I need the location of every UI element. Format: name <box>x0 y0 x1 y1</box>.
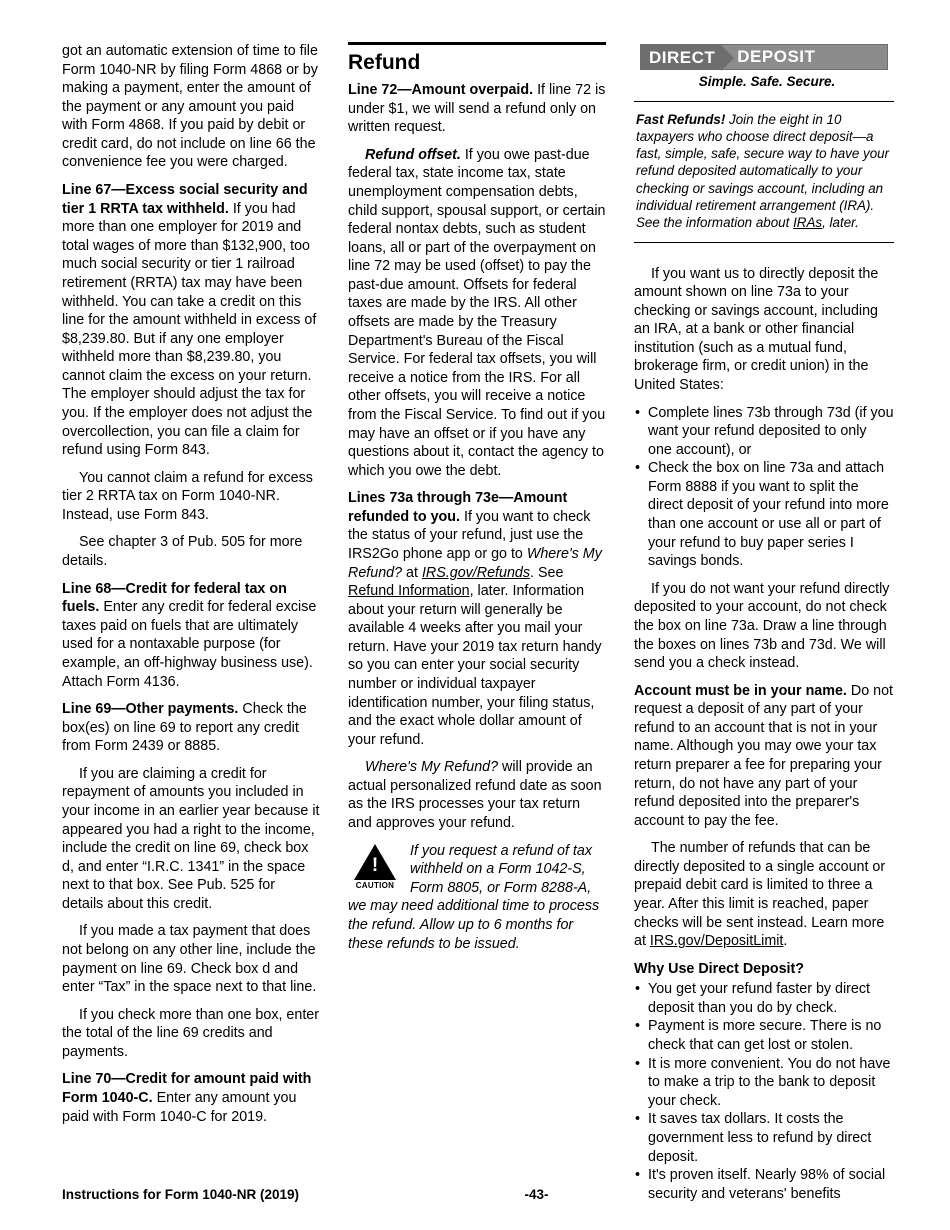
paragraph-do-not-want-deposit: If you do not want your refund directly deposited to your account, do not check the box on line 73a. Draw a line through the boxes on lines 73b and 73d. We will send you a check instead. <box>634 580 890 672</box>
direct-deposit-right-label: DEPOSIT <box>734 45 887 69</box>
direct-deposit-left-label: DIRECT <box>641 45 721 69</box>
direct-deposit-banner <box>634 44 894 91</box>
refund-offset-body: If you owe past-due federal tax, state income tax, state unemployment compensation debts, child support, spousal support, or certain federal nontax debts, such as student loans, all or part of the overpayment on line 72 may be used (offset) to pay the past-due amount. Offsets for federal taxes are made by the IRS. All other offsets are made by the Treasury Department's Bureau of the Fiscal Service. For federal tax offsets, you will receive a notice from the IRS. For all other offsets, you will receive a notice from the Fiscal Service. To find out if you may have an offset or if you have any questions about it, contact the agency to which you owe the debt. <box>348 146 606 479</box>
irs-gov-depositlimit-link[interactable]: IRS.gov/DepositLimit <box>649 933 784 950</box>
paragraph-repayment: If you are claiming a credit for repayment of amounts you included in your income in an earlier year because it appeared you had a right to the income, include the credit on line 69, check box d, and enter “I.R.C. 1341” in the space next to that box. See Pub. 525 for details about this credit. <box>62 765 320 912</box>
fast-refunds-lead: Fast Refunds! <box>636 111 726 127</box>
account-name-block <box>634 682 894 831</box>
line-68-heading: Line 68—Credit for federal tax on fuels. <box>62 580 287 616</box>
irs-gov-refunds-link[interactable]: IRS.gov/Refunds <box>421 564 531 581</box>
fast-refunds-tail: , later. <box>822 215 859 231</box>
refund-limit-text-2: . <box>783 933 788 950</box>
caution-icon-label: CAUTION <box>355 880 395 890</box>
paragraph-more-than-one-box: If you check more than one box, enter the total of the line 69 credits and payments. <box>62 1006 320 1060</box>
paragraph-direct-deposit-intro: If you want us to directly deposit the amount shown on line 73a to your checking or savings account, including an IRA, at a bank or other financial institution (such as a mutual fund, brokerage firm, or credit union) in the United States: <box>634 265 879 393</box>
account-name-body: Do not request a deposit of any part of your refund to an account that is not in your name. Although you may owe your tax return preparer a fee for preparing your return, do not have any part of your refund deposited into the preparer's account to pay the fee. <box>634 682 894 829</box>
paragraph-tax-payment: If you made a tax payment that does not belong on any other line, include the payment on line 69. Check box d and enter “Tax” in the space next to that line. <box>62 923 317 996</box>
column-two <box>348 42 606 1142</box>
wheres-my-refund-paragraph <box>348 758 606 832</box>
wheres-my-refund-heading: Where's My Refund? <box>365 759 499 776</box>
caution-callout <box>348 842 606 953</box>
caution-icon: ! CAUTION <box>348 844 402 891</box>
line-67-heading: Line 67—Excess social security and tier 1 RRTA tax withheld. <box>62 182 308 217</box>
line-70-block <box>62 1070 320 1126</box>
line-69-body: Check the box(es) on line 69 to report any credit from Form 2439 or 8885. <box>62 701 307 755</box>
list-item: • You get your refund faster by direct deposit than you do by check. <box>634 980 894 1017</box>
section-rule <box>348 42 606 45</box>
section-title-refund: Refund <box>348 51 421 74</box>
iras-link[interactable]: IRAs <box>793 215 823 231</box>
list-item: • It saves tax dollars. It costs the government less to refund by direct deposit. <box>634 1110 894 1166</box>
refund-offset-block <box>348 146 606 480</box>
fast-refunds-body: Join the eight in 10 taxpayers who choose direct deposit—a fast, simple, safe, secure way to have your refund deposited automatically to your checking or savings account, including an individual retirement arrangement (IRA). See the information about <box>636 111 890 231</box>
refund-limit-text-1: The number of refunds that can be directly deposited to a single account or prepaid debit card is limited to three a year. After this limit is reached, paper checks will be sent instead. Learn more at <box>634 840 886 950</box>
paragraph-refund-limit <box>634 839 894 950</box>
list-item: • It's proven itself. Nearly 98% of social security and veterans' benefits <box>634 1166 894 1203</box>
footer-title: Instructions for Form 1040-NR (2019) <box>62 1187 300 1202</box>
refund-information-link[interactable]: Refund Information <box>348 583 470 600</box>
arrow-right-icon <box>721 45 734 71</box>
wheres-my-refund-body: will provide an actual personalized refund date as soon as the IRS processes your tax return and approves your refund. <box>348 759 602 832</box>
line-67-body: If you had more than one employer for 2019 and total wages of more than $132,900, too much social security or tier 1 railroad retirement (RRTA) tax may have been withheld. You can take a credit on this line for the amount withheld in excess of $8,239.80. But if any one employer withheld more than $8,239.80, you cannot claim the excess on your return. The employer should adjust the tax for you. If the employer does not adjust the overcollection, you can file a claim for refund using Form 843. <box>62 200 317 459</box>
list-item: • Check the box on line 73a and attach Form 8888 if you want to split the direct deposit of your refund into more than one account or use all or part of your refund to buy paper series I savings bonds. <box>634 459 894 570</box>
fast-refunds-box <box>634 101 894 243</box>
caution-text: If you request a refund of tax withheld on a Form 1042-S, Form 8805, or Form 8288-A, we may need additional time to process the refund. Allow up to 6 months for these refunds to be issued. <box>348 842 600 952</box>
lines-73-heading: Lines 73a through 73e—Amount refunded to you. <box>348 490 568 525</box>
list-item: • Payment is more secure. There is no check that can get lost or stolen. <box>634 1017 894 1054</box>
line-67-block <box>62 181 320 460</box>
line-72-block <box>348 81 606 137</box>
direct-deposit-tagline: Simple. Safe. Secure. <box>698 74 836 89</box>
lines-73a-73e-block <box>348 489 606 749</box>
page-footer <box>62 1187 894 1202</box>
line-70-heading: Line 70—Credit for amount paid with Form 1040-C. <box>62 1071 312 1107</box>
line-68-block <box>62 580 320 691</box>
column-three <box>634 42 894 1202</box>
lines-73-body-1: If you want to check the status of your refund, just use the IRS2Go phone app or go to <box>348 508 591 562</box>
wheres-my-refund-italic: Where's My Refund? <box>348 545 602 581</box>
column-one <box>62 42 320 1142</box>
why-use-direct-deposit-heading <box>634 960 894 979</box>
line-69-block <box>62 700 320 756</box>
line-70-body: Enter any amount you paid with Form 1040-C for 2019. <box>62 1090 297 1125</box>
page-number: -43- <box>524 1187 549 1202</box>
why-heading-text: Why Use Direct Deposit? <box>634 960 805 977</box>
paragraph-continued: got an automatic extension of time to file Form 1040-NR by filing Form 4868 or by making a payment, enter the amount of the payment or any amount you paid with Form 4868. If you paid by debit or credit card, do not include on line 66 the convenience fee you were charged. <box>62 43 318 171</box>
why-bullet-list <box>634 980 894 1203</box>
paragraph-pub505: See chapter 3 of Pub. 505 for more details. <box>62 534 303 570</box>
list-item: • It is more convenient. You do not have to make a trip to the bank to deposit your check. <box>634 1055 894 1111</box>
list-item: • Complete lines 73b through 73d (if you want your refund deposited to only one account), or <box>634 404 894 460</box>
lines-73-body-2: , later. Information about your return will generally be available 4 weeks after you mail your return. Have your 2019 tax return handy so you can enter your social security number or individual taxpayer identification number, your filing status, and the exact whole dollar amount of your refund. <box>348 583 602 748</box>
deposit-bullet-list <box>634 404 894 571</box>
lines-73-see: . See <box>530 564 564 581</box>
line-68-body: Enter any credit for federal excise taxes paid on fuels that are ultimately used for a nontaxable purpose (for example, an off-highway business use). Attach Form 4136. <box>62 599 317 690</box>
refund-offset-heading: Refund offset. <box>365 146 461 163</box>
paragraph-tier2: You cannot claim a refund for excess tier 2 RRTA tax on Form 1040-NR. Instead, use Form 843. <box>62 469 313 523</box>
line-72-heading: Line 72—Amount overpaid. <box>348 82 534 99</box>
direct-deposit-bar <box>640 44 888 70</box>
line-69-heading: Line 69—Other payments. <box>62 701 239 718</box>
lines-73-at: at <box>402 564 422 581</box>
line-72-body: If line 72 is under $1, we will send a refund only on written request. <box>348 82 606 136</box>
account-name-heading: Account must be in your name. <box>634 682 847 699</box>
